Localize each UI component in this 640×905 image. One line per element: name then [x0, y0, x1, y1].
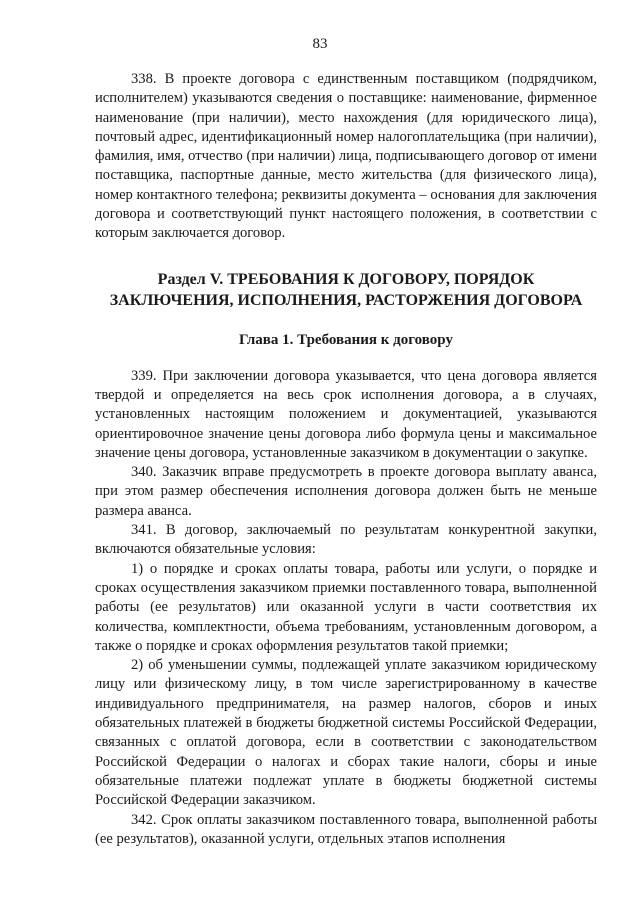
paragraph-341-item-1: 1) о порядке и сроках оплаты товара, работы или услуги, о порядке и сроках осуществления заказчиком приемки поставленного товара, выполненной работы (ее результатов) или оказанной услуги в части соответствия их количества, комплектности, объема требованиям, установленным договором, а также о порядке и сроках оформления результатов такой приемки; — [95, 560, 597, 654]
paragraph-342: 342. Срок оплаты заказчиком поставленного товара, выполненной работы (ее результатов), оказанной услуги, отдельных этапов исполнения — [95, 811, 597, 847]
section-title: Раздел V. ТРЕБОВАНИЯ К ДОГОВОРУ, ПОРЯДОК ЗАКЛЮЧЕНИЯ, ИСПОЛНЕНИЯ, РАСТОРЖЕНИЯ ДОГОВОРА — [109, 270, 583, 309]
chapter-title: Глава 1. Требования к договору — [239, 331, 453, 348]
paragraph-341-item-2: 2) об уменьшении суммы, подлежащей уплате заказчиком юридическому лицу или физическому лицу, в том числе зарегистрированному в качестве индивидуального предпринимателя, на размер налогов, сборов и иных обязательных платежей в бюджеты бюджетной системы Российской Федерации, связанных с оплатой договора, если в соответствии с законодательством Российской Федерации о налогах и сборах такие налоги, сборы и иные обязательные платежи подлежат уплате в бюджеты бюджетной системы Российской Федерации заказчиком. — [95, 657, 597, 809]
paragraph-340: 340. Заказчик вправе предусмотреть в проекте договора выплату аванса, при этом размер обеспечения исполнения договора должен быть не меньше размера аванса. — [95, 464, 597, 519]
paragraph-341: 341. В договор, заключаемый по результатам конкурентной закупки, включаются обязательные условия: — [95, 522, 597, 558]
paragraph-339: 339. При заключении договора указывается, что цена договора является твердой и определяется на весь срок исполнения договора, а в случаях, установленных настоящим положением и документацией, указываются ориентировочное значение цены договора либо формула цены и максимальное значение цены договора, установленные заказчиком в документации о закупке. — [95, 367, 597, 461]
paragraph-338: 338. В проекте договора с единственным поставщиком (подрядчиком, исполнителем) указываются сведения о поставщике: наименование, фирменное наименование (при наличии), место нахождения (для юридического лица), почтовый адрес, идентификационный номер налогоплательщика (при наличии), фамилия, имя, отчество (при наличии) лица, подписывающего договор от имени поставщика, паспортные данные, место жительства (для физического лица), номер контактного телефона; реквизиты документа – основания для заключения договора и соответствующий пункт настоящего положения, в соответствии с которым заключается договор. — [95, 71, 597, 242]
document-body — [95, 70, 597, 849]
page-number: 83 — [312, 36, 328, 52]
